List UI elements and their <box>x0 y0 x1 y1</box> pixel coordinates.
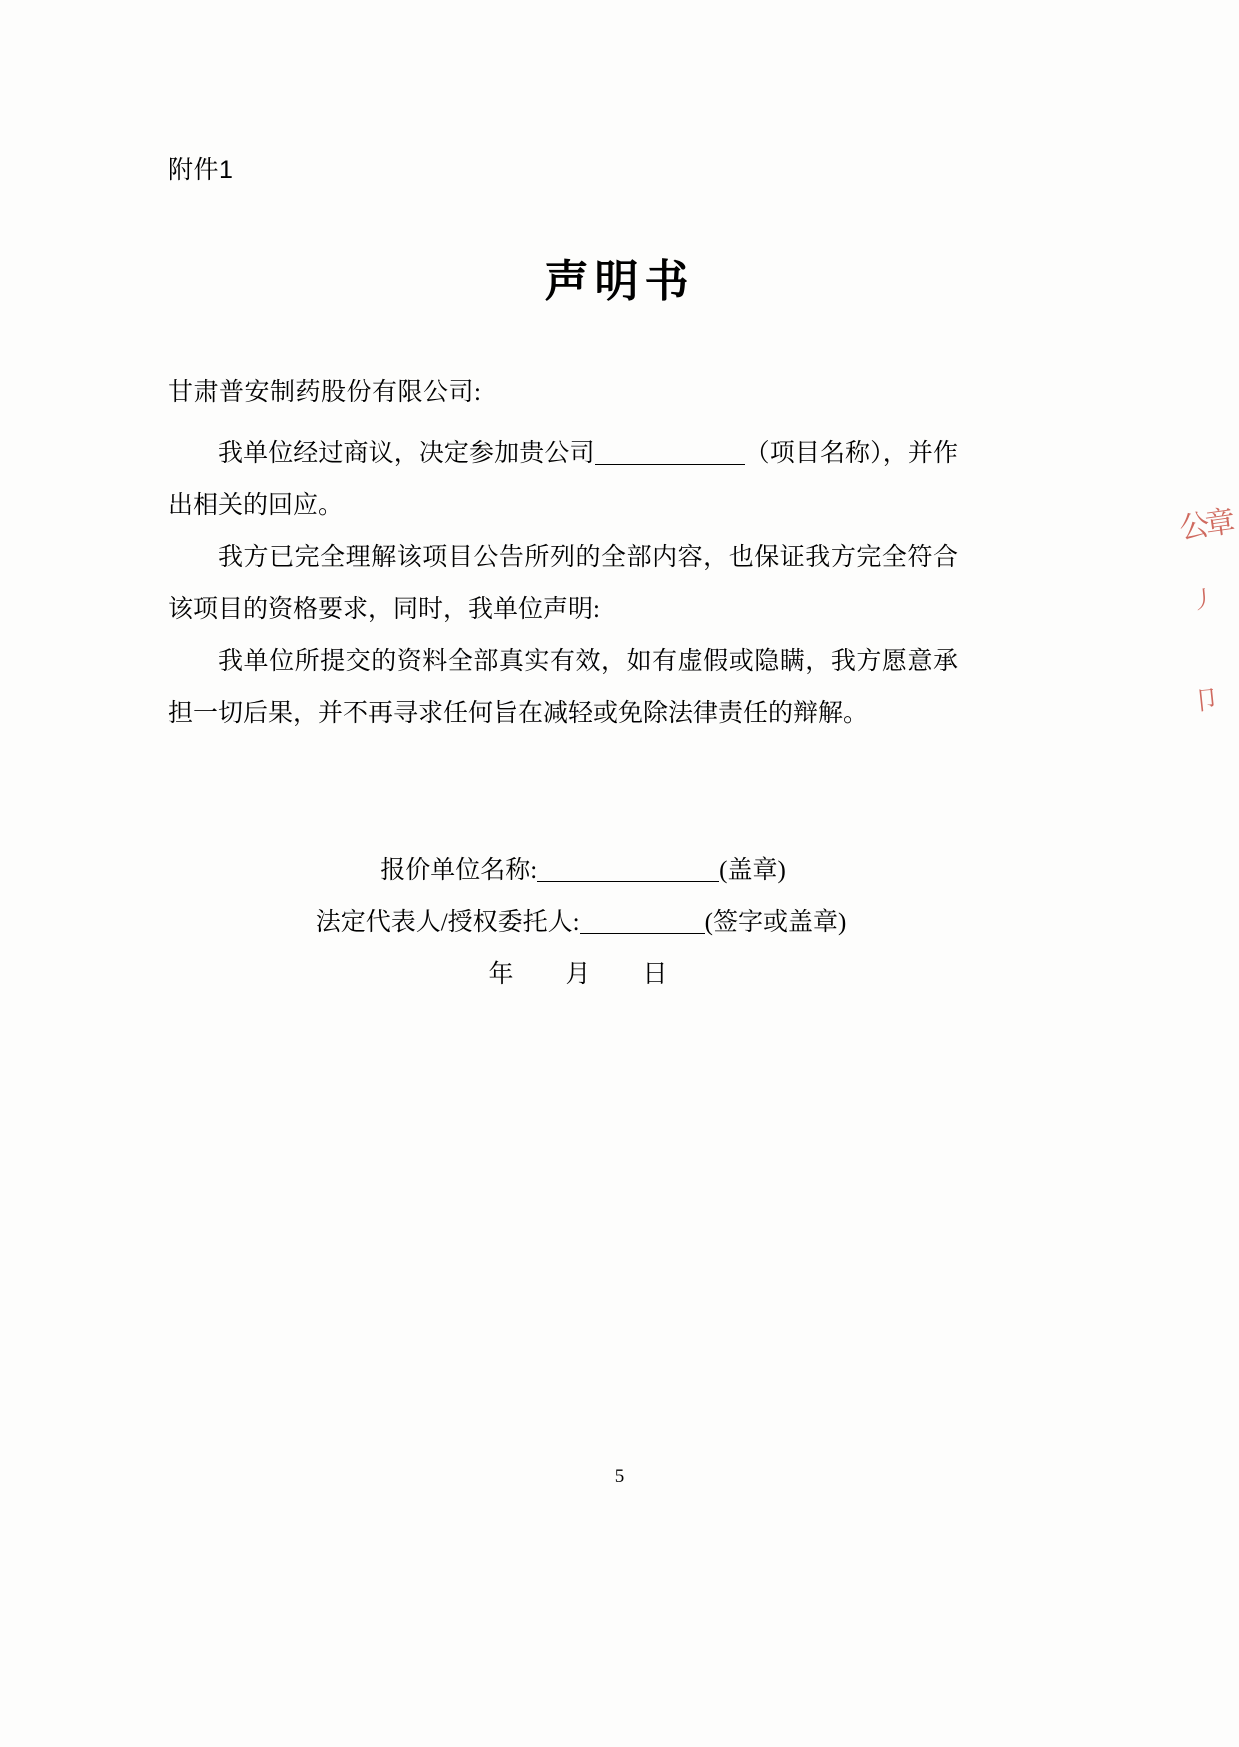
quoting-unit-label: 报价单位名称: <box>380 857 538 884</box>
quoting-unit-blank[interactable] <box>537 881 719 882</box>
seal-fragment-secondary-icon: 丿 <box>1190 586 1217 615</box>
legal-representative-blank[interactable] <box>580 933 705 934</box>
project-name-blank[interactable] <box>595 464 745 465</box>
quoting-unit-line <box>168 845 958 897</box>
legal-representative-stamp-note: (签字或盖章) <box>704 909 847 936</box>
date-day-label[interactable]: 日 <box>642 961 668 988</box>
seal-fragment-tertiary-icon: 卩 <box>1191 684 1221 717</box>
paragraph-participation <box>168 428 958 532</box>
legal-representative-label: 法定代表人/授权委托人: <box>315 909 580 936</box>
paragraph-understanding: 我方已完全理解该项目公告所列的全部内容，也保证我方完全符合该项目的资格要求，同时，我单位声明: <box>168 544 958 623</box>
paragraph-authenticity: 我单位所提交的资料全部真实有效，如有虚假或隐瞒，我方愿意承担一切后果，并不再寻求任何旨在减轻或免除法律责任的辩解。 <box>168 648 958 727</box>
quoting-unit-stamp-note: (盖章) <box>719 857 786 884</box>
legal-representative-line <box>168 897 958 949</box>
attachment-label: 附件1 <box>168 156 234 184</box>
paragraph-participation-prefix: 我单位经过商议，决定参加贵公司 <box>218 440 595 467</box>
document-body <box>168 428 958 740</box>
paragraph-participation-suffix: （项目名称），并作出相关的回应。 <box>168 440 958 519</box>
seal-fragment-icon: 公章 <box>1177 505 1234 546</box>
page-title: 声明书 <box>544 257 695 306</box>
date-year-label[interactable]: 年 <box>488 961 514 988</box>
addressee-line: 甘肃普安制药股份有限公司: <box>168 379 482 406</box>
page-number: 5 <box>614 1466 625 1487</box>
date-line <box>168 949 958 1001</box>
date-month-label[interactable]: 月 <box>565 961 591 988</box>
signature-block <box>168 845 958 1001</box>
